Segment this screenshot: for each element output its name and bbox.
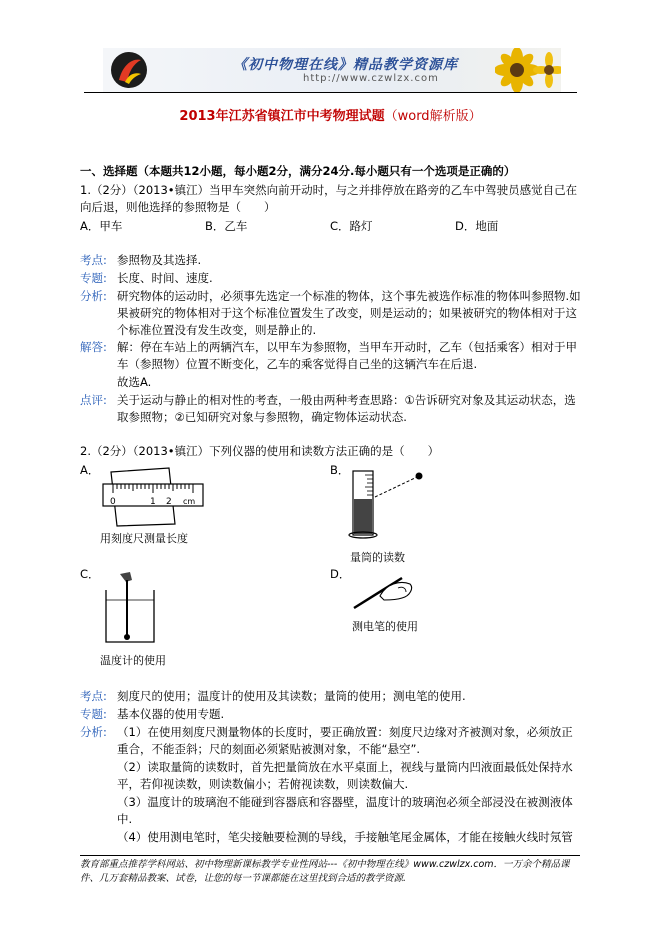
q2-option-a-letter: A． — [80, 463, 100, 477]
test-pen-figure — [350, 570, 420, 615]
q1-dianping-line1: 关于运动与静止的相对性的考查，一般由两种考查思路：①告诉研究对象及其运动状态，选 — [117, 393, 576, 407]
q2-fenxi-label: 分析: — [80, 725, 107, 739]
footer-line1: 教育部重点推荐学科网站、初中物理新课标教学专业性网站---《初中物理在线》www.czwlzx.com．一万余个精品课 — [80, 859, 570, 870]
thermometer-bulb — [124, 634, 130, 640]
q1-kaodian-label: 考点: — [80, 253, 107, 267]
header-divider — [84, 92, 577, 93]
site-logo-icon — [109, 50, 149, 90]
beaker-outline — [106, 590, 154, 642]
q2-fenxi-line7: （4）使用测电笔时，笔尖接触要检测的导线，手接触笔尾金属体，才能在接触火线时氖管 — [117, 830, 573, 844]
page-title — [0, 105, 661, 124]
eye-icon — [416, 473, 423, 480]
q1-jieda-label: 解答: — [80, 340, 107, 354]
banner-title: 《初中物理在线》精品教学资源库 — [233, 57, 458, 73]
q1-fenxi-line1: 研究物体的运动时，必须事先选定一个标准的物体，这个事先被选作标准的物体叫参照物.如 — [117, 289, 581, 303]
q2-fenxi-line5: （3）温度计的玻璃泡不能碰到容器底和容器壁，温度计的玻璃泡必须全部浸没在被测液体 — [117, 795, 573, 809]
q1-jieda-line3: 故选A. — [117, 375, 152, 389]
q1-jieda-line2: 车（参照物）位置不断变化，乙车的乘客觉得自己坐的这辆汽车在后退. — [117, 357, 478, 371]
q2-kaodian: 刻度尺的使用；温度计的使用及其读数；量筒的使用；测电笔的使用. — [117, 689, 466, 703]
footer-line2: 件、几万套精品教案、试卷，让您的每一节课都能在这里找到合适的教学资源. — [80, 873, 407, 884]
q1-zhuanti-label: 专题: — [80, 271, 107, 285]
q1-kaodian: 参照物及其选择. — [117, 253, 202, 267]
page-footer — [80, 855, 580, 886]
banner-url[interactable]: http://www.czwlzx.com — [303, 73, 439, 84]
q2-option-c-letter: C． — [80, 567, 100, 581]
cylinder-figure — [345, 465, 425, 545]
ruler-tick-2: 2 — [166, 497, 172, 507]
sight-line — [375, 477, 417, 497]
q1-fenxi-label: 分析: — [80, 289, 107, 303]
q2-fenxi-line3: （2）读取量筒的读数时，首先把量筒放在水平桌面上，视线与量筒内凹液面最低处保持水 — [117, 760, 573, 774]
q1-stem-line1: 1.（2分）（2013•镇江）当甲车突然向前开动时，与之并排停放在路旁的乙车中驾驶员感觉自己在 — [80, 183, 578, 197]
q2-fenxi-line4: 平，若仰视读数，则读数偏小；若俯视读数，则读数偏大. — [117, 777, 409, 791]
q2-zhuanti: 基本仪器的使用专题. — [117, 707, 225, 721]
q2-fenxi-line1: （1）在使用刻度尺测量物体的长度时，要正确放置：刻度尺边缘对齐被测对象，必须放正 — [117, 725, 573, 739]
ruler-tick-1: 1 — [150, 497, 156, 507]
q1-option-a: A．甲车 — [80, 219, 123, 233]
q2-stem: 2.（2分）（2013•镇江）下列仪器的使用和读数方法正确的是（ ） — [80, 444, 440, 458]
q2-caption-a: 用刻度尺测量长度 — [100, 532, 188, 545]
q2-caption-d: 测电笔的使用 — [352, 620, 418, 633]
thermometer-beaker-figure — [100, 570, 160, 648]
q1-stem-line2: 向后退，则他选择的参照物是（ ） — [80, 200, 276, 214]
q2-caption-c: 温度计的使用 — [100, 654, 166, 667]
section-heading: 一、选择题（本题共12小题，每小题2分，满分24分.每小题只有一个选项是正确的） — [80, 164, 516, 178]
q2-kaodian-label: 考点: — [80, 689, 107, 703]
cylinder-graduations — [365, 475, 373, 495]
q2-fenxi-line6: 中. — [117, 812, 133, 826]
cylinder-liquid — [354, 499, 372, 534]
q1-option-c: C．路灯 — [330, 219, 373, 233]
q1-option-b: B．乙车 — [205, 219, 248, 233]
q1-fenxi-line3: 个标准位置没有发生改变，则是静止的. — [117, 323, 317, 337]
ruler-tick-0: 0 — [110, 497, 116, 507]
q1-option-d: D．地面 — [455, 219, 499, 233]
q2-fenxi-line2: 重合，不能歪斜；尺的刻面必须紧贴被测对象，不能“悬空”. — [117, 742, 421, 756]
hand-icon — [380, 583, 412, 601]
q2-zhuanti-label: 专题: — [80, 707, 107, 721]
header-banner — [103, 48, 561, 92]
ruler-figure — [95, 466, 210, 528]
q2-option-d-letter: D． — [330, 567, 351, 581]
title-main: 2013年江苏省镇江市中考物理试题 — [179, 109, 385, 124]
title-suffix: （word解析版） — [384, 109, 482, 124]
q1-fenxi-line2: 果被研究的物体相对于这个标准位置发生了改变，则是运动的；如果被研究的物体相对于这 — [117, 306, 577, 320]
ruler-unit: cm — [183, 497, 196, 506]
sunflower-icon — [495, 48, 561, 92]
q1-jieda-line1: 解：停在车站上的两辆汽车，以甲车为参照物，当甲车开动时，乙车（包括乘客）相对于甲 — [117, 340, 577, 354]
q2-caption-b: 量筒的读数 — [350, 551, 405, 564]
q1-zhuanti: 长度、时间、速度. — [117, 271, 213, 285]
q2-option-b-letter: B． — [330, 463, 350, 477]
q1-dianping-label: 点评: — [80, 393, 107, 407]
q1-dianping-line2: 取参照物；②已知研究对象与参照物，确定物体运动状态. — [117, 410, 407, 424]
